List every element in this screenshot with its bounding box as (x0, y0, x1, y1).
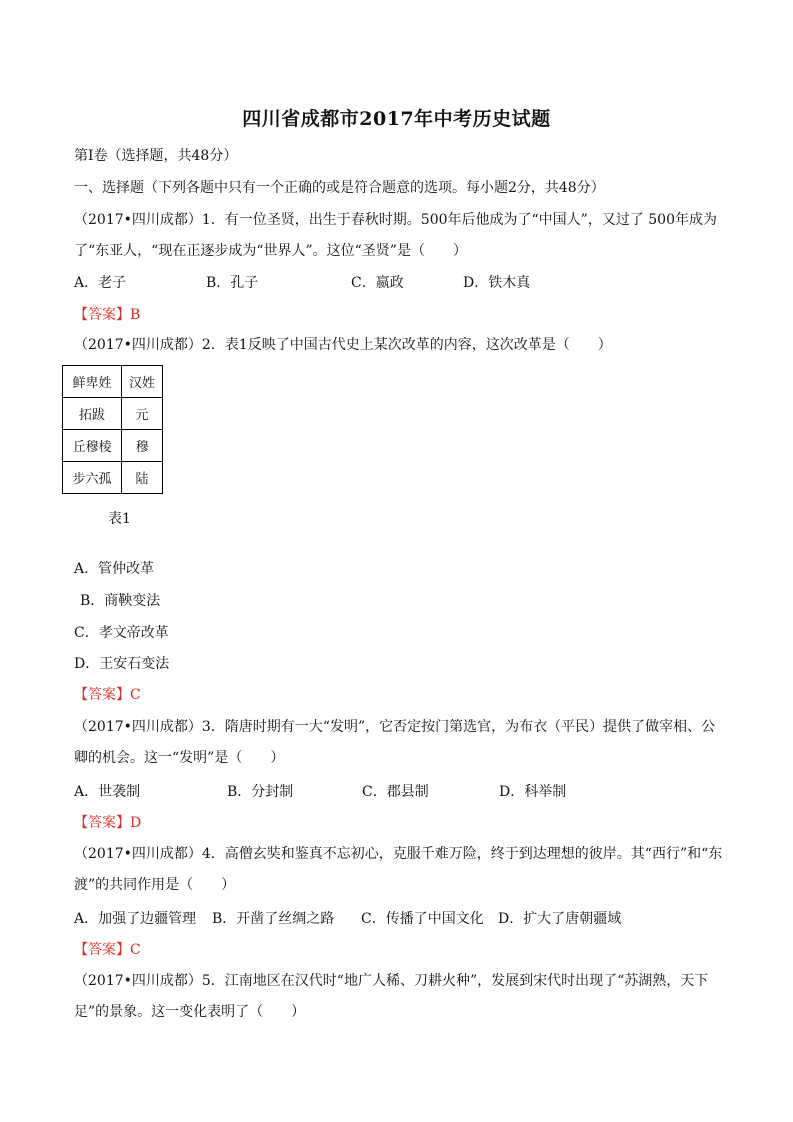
table-row (63, 462, 163, 494)
q3-answer: 【答案】D (74, 815, 142, 831)
table-cell: 陆 (122, 462, 163, 494)
table-header-cell: 汉姓 (122, 366, 163, 398)
q5-stem-line2: 足”的景象。这一变化表明了（ ） (74, 1004, 306, 1020)
page-title: 四川省成都市2017年中考历史试题 (242, 108, 551, 130)
q1-option-b: B．孔子 (206, 275, 259, 291)
table-cell: 丘穆棱 (63, 430, 122, 462)
q2-answer: 【答案】C (74, 687, 141, 703)
section-heading: 第I卷（选择题，共48分） (74, 148, 238, 164)
q1-stem-line1: （2017•四川成都）1．有一位圣贤，出生于春秋时期。500年后他成为了“中国人”，又过了 500年成为 (74, 212, 717, 228)
q2-option-c: C．孝文帝改革 (74, 625, 169, 641)
table-caption: 表1 (108, 511, 131, 527)
table-cell: 元 (122, 398, 163, 430)
q2-option-a: A．管仲改革 (74, 561, 155, 577)
q1-option-c: C．嬴政 (351, 275, 404, 291)
table-row (63, 398, 163, 430)
q3-option-c: C．郡县制 (362, 784, 429, 800)
q3-stem-line1: （2017•四川成都）3．隋唐时期有一大“发明”，它否定按门第选官，为布衣（平民）提供了做宰相、公 (74, 719, 716, 735)
q4-stem-line2: 渡”的共同作用是（ ） (74, 877, 236, 893)
q1-option-d: D．铁木真 (463, 275, 531, 291)
table-header-row (63, 366, 163, 398)
q3-option-a: A．世袭制 (74, 784, 141, 800)
q3-stem-line2: 卿的机会。这一“发明”是（ ） (74, 750, 285, 766)
q4-answer: 【答案】C (74, 942, 141, 958)
q4-stem-line1: （2017•四川成都）4．高僧玄奘和鉴真不忘初心，克服千难万险，终于到达理想的彼岸。其“西行”和“东 (74, 846, 723, 862)
q2-stem-line1: （2017•四川成都）2．表1反映了中国古代史上某次改革的内容，这次改革是（ ） (74, 337, 612, 353)
q3-option-d: D．科举制 (499, 784, 567, 800)
surname-table (62, 365, 163, 494)
instructions: 一、选择题（下列各题中只有一个正确的或是符合题意的选项。每小题2分，共48分） (74, 180, 605, 196)
table-row (63, 430, 163, 462)
q4-option-a: A．加强了边疆管理 (74, 911, 197, 927)
q1-stem-line2: 了“东亚人，“现在正逐步成为“世界人”。这位“圣贤”是（ ） (74, 243, 467, 259)
table-cell: 步六孤 (63, 462, 122, 494)
q3-option-b: B．分封制 (227, 784, 294, 800)
q2-option-d: D．王安石变法 (74, 656, 170, 672)
table-cell: 拓跋 (63, 398, 122, 430)
table-header-cell: 鲜卑姓 (63, 366, 122, 398)
q1-answer: 【答案】B (74, 307, 141, 323)
q4-option-d: D．扩大了唐朝疆域 (498, 911, 622, 927)
q1-option-a: A．老子 (74, 275, 127, 291)
q4-option-b: B．开凿了丝绸之路 (212, 911, 335, 927)
q4-option-c: C．传播了中国文化 (361, 911, 484, 927)
q5-stem-line1: （2017•四川成都）5．江南地区在汉代时“地广人稀、刀耕火种”，发展到宋代时出现了“苏湖熟，天下 (74, 973, 709, 989)
table-cell: 穆 (122, 430, 163, 462)
q2-option-b: B．商鞅变法 (80, 593, 161, 609)
